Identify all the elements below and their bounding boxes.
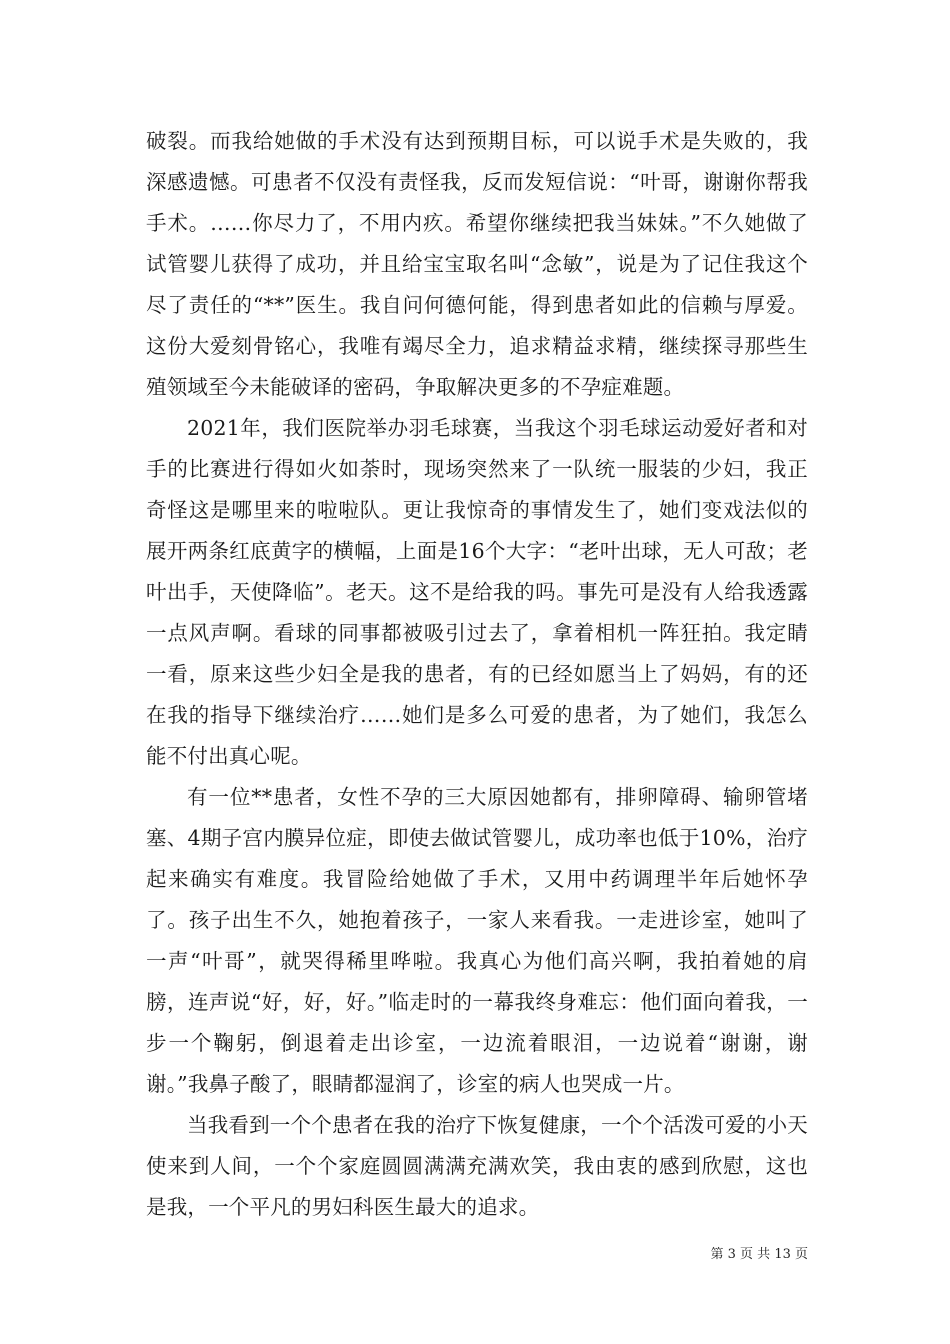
paragraph-4: 当我看到一个个患者在我的治疗下恢复健康，一个个活泼可爱的小天使来到人间，一个个家庭圆圆满满充满欢笑，我由衷的感到欣慰，这也是我，一个平凡的男妇科医生最大的追求。 [146,1113,808,1219]
page-number-footer: 第 3 页 共 13 页 [710,1247,808,1262]
paragraph-1: 破裂。而我给她做的手术没有达到预期目标，可以说手术是失败的，我深感遗憾。可患者不仅没有责怪我，反而发短信说：“叶哥，谢谢你帮我手术。……你尽力了，不用内疚。希望你继续把我当妹妹。”不久她做了试管婴儿获得了成功，并且给宝宝取名叫“念敏”，说是为了记住我这个尽了责任的“**”医生。我自问何德何能，得到患者如此的信赖与厚爱。这份大爱刻骨铭心，我唯有竭尽全力，追求精益求精，继续探寻那些生殖领域至今未能破译的密码，争取解决更多的不孕症难题。 [146,129,808,399]
paragraph-2: 2021年，我们医院举办羽毛球赛，当我这个羽毛球运动爱好者和对手的比赛进行得如火如荼时，现场突然来了一队统一服装的少妇，我正奇怪这是哪里来的啦啦队。更让我惊奇的事情发生了，她们变戏法似的展开两条红底黄字的横幅，上面是16个大字：“老叶出球，无人可敌；老叶出手，天使降临”。老天。这不是给我的吗。事先可是没有人给我透露一点风声啊。看球的同事都被吸引过去了，拿着相机一阵狂拍。我定睛一看，原来这些少妇全是我的患者，有的已经如愿当上了妈妈，有的还在我的指导下继续治疗……她们是多么可爱的患者，为了她们，我怎么能不付出真心呢。 [146,416,808,768]
body-text [146,121,808,1228]
paragraph-3: 有一位**患者，女性不孕的三大原因她都有，排卵障碍、输卵管堵塞、4期子宫内膜异位症，即使去做试管婴儿，成功率也低于10%，治疗起来确实有难度。我冒险给她做了手术，又用中药调理半年后她怀孕了。孩子出生不久，她抱着孩子，一家人来看我。一走进诊室，她叫了一声“叶哥”，就哭得稀里哗啦。我真心为他们高兴啊，我拍着她的肩膀，连声说“好，好，好。”临走时的一幕我终身难忘：他们面向着我，一步一个鞠躬，倒退着走出诊室，一边流着眼泪，一边说着“谢谢，谢谢。”我鼻子酸了，眼睛都湿润了，诊室的病人也哭成一片。 [146,785,808,1096]
